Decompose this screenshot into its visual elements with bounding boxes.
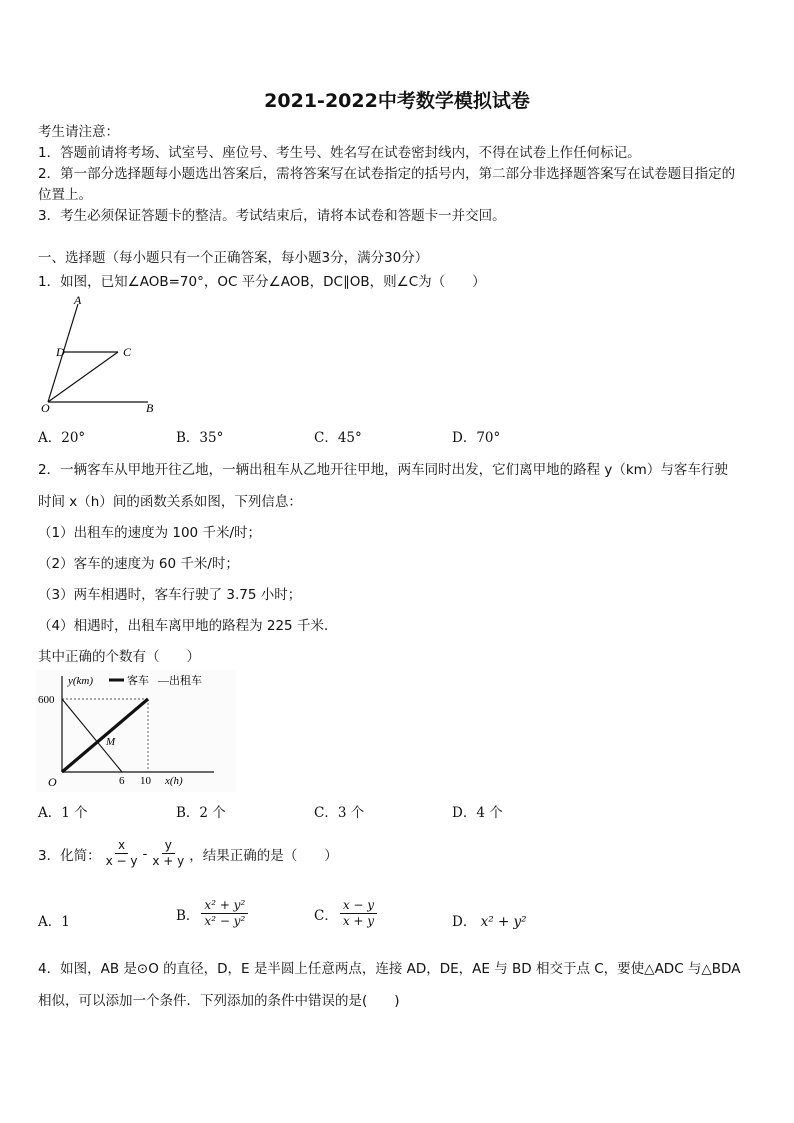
q3-frac1-den: x − y [105,854,138,868]
q3-optc-den: x + y [342,914,375,928]
q2-item: （1）出租车的速度为 100 千米/时； [38,525,261,541]
label-o: O [41,401,50,415]
label-b: B [146,401,154,415]
q2-stem-line1: 2．一辆客车从甲地开往乙地，一辆出租车从乙地开往甲地，两车同时出发，它们离甲地的路程 y（km）与客车行驶 [38,462,728,478]
page-title: 2021-2022中考数学模拟试卷 [264,90,530,112]
q1-figure [38,294,168,416]
q3-frac1-num: x [115,838,128,854]
q3-option-d-label: D． [452,914,477,930]
q1-option-d: D．70° [452,430,501,446]
notice-line: 2．第一部分选择题每小题选出答案后，需将答案写在试卷指定的括号内，第二部分非选择题答案写在试卷题目指定的 [38,166,736,182]
q2-graph [36,670,236,792]
q3-prefix: 3．化简： [38,847,101,864]
q3-frac2-den: x + y [152,854,185,868]
x-tick-6: 6 [119,775,125,787]
legend-taxi: —出租车 [158,675,202,687]
notice-line: 3．考生必须保证答题卡的整洁。考试结束后，请将本试卷和答题卡一并交回。 [38,208,506,224]
notice-line: 位置上。 [38,187,92,203]
q3-option-c-label: C． [314,907,338,924]
q3-fraction-1 [103,838,141,869]
q2-item: （2）客车的速度为 60 千米/时； [38,556,239,572]
section-heading: 一、选择题（每小题只有一个正确答案，每小题3分，满分30分） [38,250,429,266]
y-tick-600: 600 [38,694,55,706]
q2-item: （4）相遇时，出租车离甲地的路程为 225 千米． [38,618,338,634]
q2-option-d: D．4 个 [452,805,503,821]
label-c: C [123,345,132,359]
notice-heading: 考生请注意： [38,124,119,140]
q3-option-c [314,898,379,929]
q4-stem-line1: 4．如图，AB 是⊙O 的直径，D，E 是半圆上任意两点，连接 AD，DE，AE 与 BD 相交于点 C，要使△ADC 与△BDA [38,961,741,977]
q3-optc-num: x − y [340,898,377,914]
q2-item: （3）两车相遇时，客车行驶了 3.75 小时； [38,587,302,603]
q3-optb-den: x² − y² [204,914,246,928]
legend-bus: 客车 [127,675,149,687]
q3-option-b-fraction [201,898,248,929]
x-tick-10: 10 [140,775,151,787]
origin-label: O [48,775,57,789]
q3-optb-num: x² + y² [201,898,248,914]
q2-option-a: A．1 个 [38,805,88,821]
q3-option-d-expr: x² + y² [480,914,527,930]
label-d: D [56,345,65,359]
q3-suffix: ，结果正确的是（ ） [189,847,338,864]
q3-option-b [176,898,250,929]
q2-option-b: B．2 个 [176,805,226,821]
q3-minus: - [142,845,148,862]
q3-option-a: A．1 [38,914,70,930]
q4-stem-line2: 相似，可以添加一个条件．下列添加的条件中错误的是( ) [38,993,400,1009]
q3-option-b-label: B． [176,907,200,924]
q3-option-c-fraction [340,898,377,929]
meet-label: M [106,736,116,748]
q3-option-d [452,910,527,930]
q1-stem: 1．如图，已知∠AOB=70°，OC 平分∠AOB，DC∥OB，则∠C为（ ） [38,274,486,290]
segment-oc [48,352,118,402]
y-axis-label: y(km) [68,675,94,687]
notice-line: 1．答题前请将考场、试室号、座位号、考生号、姓名写在试卷密封线内，不得在试卷上作任何标记。 [38,145,641,161]
q3-stem [38,838,338,869]
q2-option-c: C．3 个 [314,805,365,821]
q1-option-a: A．20° [38,430,86,446]
q3-fraction-2 [149,838,187,869]
q2-stem-line2: 时间 x（h）间的函数关系如图，下列信息： [38,494,302,510]
q2-question: 其中正确的个数有（ ） [38,649,200,665]
q1-option-c: C．45° [314,430,362,446]
q1-option-b: B．35° [176,430,224,446]
q3-frac2-num: y [162,838,175,854]
x-axis-label: x(h) [165,775,183,787]
label-a: A [74,294,82,307]
